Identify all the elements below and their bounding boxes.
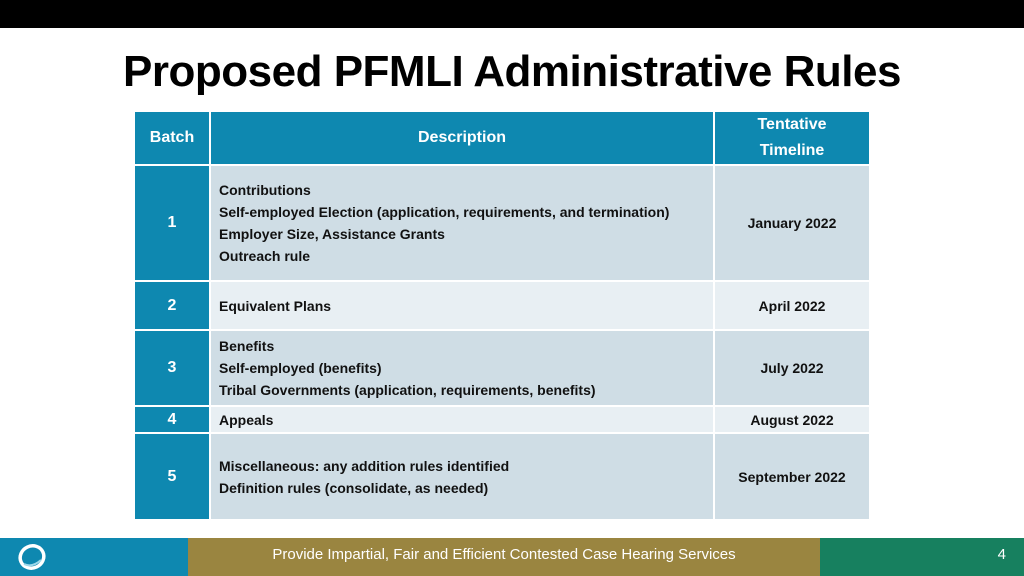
footer-tagline: Provide Impartial, Fair and Efficient Contested Case Hearing Services — [188, 538, 820, 576]
table-row — [135, 282, 869, 329]
description-line: Appeals — [219, 411, 274, 428]
description-line: Contributions — [219, 182, 311, 198]
description-cell — [211, 282, 713, 329]
timeline-cell: January 2022 — [715, 166, 869, 280]
batch-cell: 4 — [135, 407, 209, 432]
table-row — [135, 407, 869, 432]
batch-cell: 2 — [135, 282, 209, 329]
timeline-cell: September 2022 — [715, 434, 869, 519]
description-cell — [211, 331, 713, 405]
page-number: 4 — [997, 546, 1006, 563]
description-line: Self-employed Election (application, requirements, and termination) — [219, 204, 670, 220]
description-header: Description — [211, 112, 713, 164]
table-header-row — [135, 112, 869, 164]
description-cell — [211, 407, 713, 432]
table-row — [135, 434, 869, 519]
description-line: Equivalent Plans — [219, 297, 332, 314]
batch-cell: 5 — [135, 434, 209, 519]
batch-header: Batch — [135, 112, 209, 164]
description-line: Miscellaneous: any addition rules identified — [219, 457, 510, 474]
batch-cell: 3 — [135, 331, 209, 405]
description-line: Tribal Governments (application, requirements, benefits) — [219, 382, 596, 398]
timeline-header — [715, 112, 869, 164]
batch-cell: 1 — [135, 166, 209, 280]
description-line: Definition rules (consolidate, as needed) — [219, 479, 489, 496]
table-row — [135, 166, 869, 280]
timeline-cell: July 2022 — [715, 331, 869, 405]
footer-logo-panel — [0, 538, 188, 576]
footer-bar — [0, 538, 1024, 576]
agency-logo-icon — [16, 542, 48, 572]
description-line: Self-employed (benefits) — [219, 360, 382, 376]
top-bar — [0, 0, 1024, 28]
slide-title: Proposed PFMLI Administrative Rules — [123, 47, 901, 96]
description-cell — [211, 166, 713, 280]
timeline-header-line1: Tentative — [757, 116, 827, 133]
timeline-cell: August 2022 — [715, 407, 869, 432]
description-line: Employer Size, Assistance Grants — [219, 226, 445, 242]
description-cell — [211, 434, 713, 519]
timeline-cell: April 2022 — [715, 282, 869, 329]
description-line: Benefits — [219, 338, 275, 354]
table-row — [135, 331, 869, 405]
rules-table — [133, 110, 871, 521]
timeline-header-line2: Timeline — [759, 142, 825, 159]
description-line: Outreach rule — [219, 248, 311, 264]
footer-page-panel — [820, 538, 1024, 576]
